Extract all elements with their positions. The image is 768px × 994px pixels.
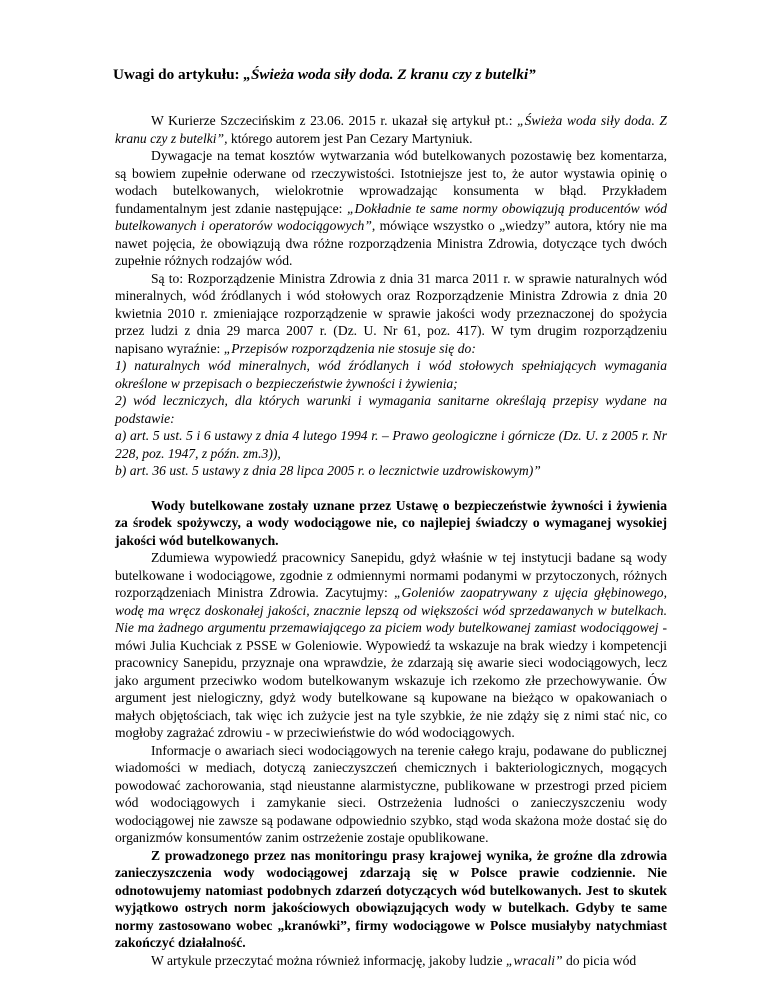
quote-item-1: 1) naturalnych wód mineralnych, wód źródlanych i wód stołowych spełniających wymagania określone w przepisach o bezpieczeństwie żywności i żywienia; (115, 358, 667, 391)
paragraph-1 (115, 112, 667, 147)
paragraph-5 (115, 549, 667, 742)
paragraph-8-quote: „wracali” (505, 952, 563, 968)
document-body (115, 112, 667, 969)
paragraph-8-text-end: do picia wód (562, 952, 637, 968)
paragraph-2 (115, 147, 667, 270)
paragraph-5-text-end: mówi Julia Kuchciak z PSSE w Goleniowie. Wypowiedź ta wskazuje na brak wiedzy i kompetencji pracownicy Sanepidu, przyznaje ona wprawdzie, że zdarzają się awarie sieci wodociągowych, lecz jako argument przeciwko wodom butelkowanym wskazuje ich rzekomo złe przechowywanie. Ów argument jest nielogiczny, gdyż wody butelkowane są kupowane na bieżąco w opakowaniach o małych objętościach, tak więc ich zużycie jest na tyle szybkie, że nie zdąży się z nimi stać nic, co mogłoby zagrażać zdrowiu - w przeciwieństwie do wód wodociągowych. (115, 637, 667, 740)
paragraph-1-text-end: którego autorem jest Pan Cezary Martyniuk. (227, 130, 473, 146)
paragraph-1-text: W Kurierze Szczecińskim z 23.06. 2015 r. ukazał się artykuł pt.: (151, 113, 518, 128)
document-page (115, 66, 667, 969)
paragraph-2-text-end: , mówiące wszystko o „wiedzy” autora, który nie ma nawet pojęcia, że obowiązują dwa różne rozporządzenia Ministra Zdrowia, dotyczące tych dwóch zupełnie różnych rodzajów wód. (115, 218, 668, 268)
paragraph-5-text: Zdumiewa wypowiedź pracownicy Sanepidu, gdyż właśnie w tej instytucji badane są wody butelkowane i wodociągowe, zgodnie z odmiennymi normami podanymi w przytoczonych, różnych rozporządzeniach Ministra Zdrowia. Zacytujmy: (115, 550, 667, 600)
document-title (113, 66, 667, 84)
title-prefix: Uwagi do artykułu: (113, 66, 244, 83)
paragraph-6: Informacje o awariach sieci wodociągowych na terenie całego kraju, podawane do publicznej wiadomości w mediach, dotyczą zanieczyszczeń chemicznych i bakteriologicznych, mogących powodować zachorowania, stąd nieustanne alarmistyczne, publikowane w przestrogi przed piciem wód wodociągowych i zamykanie sieci. Ostrzeżenia ludności o zanieczyszczeniu wody wodociągowej nie zawsze są podawane odpowiednio szybko, stąd woda skażona może dostać się do organizmów konsumentów zanim ostrzeżenie zostaje opublikowane. (115, 742, 667, 845)
quote-item-2: 2) wód leczniczych, dla których warunki i wymagania sanitarne określają przepisy wydane na podstawie: (115, 393, 667, 426)
paragraph-1-quote: „Świeża woda siły doda. Z kranu czy z butelki”, (115, 113, 667, 146)
paragraph-7: Z prowadzonego przez nas monitoringu prasy krajowej wynika, że groźne dla zdrowia zanieczyszczenia wody wodociągowej zdarzają się w Polsce prawie codziennie. Nie odnotowujemy natomiast podobnych zdarzeń dotyczących wód butelkowanych. Jest to skutek wyjątkowo ostrych norm jakościowych obowiązujących wody w butelkach. Gdyby te same normy zastosowano wobec „kranówki”, firmy wodociągowe w Polsce musiałyby natychmiast zakończyć działalność. (115, 847, 667, 950)
paragraph-3-quote: „Przepisów rozporządzenia nie stosuje się do: (223, 340, 476, 356)
title-quote: „Świeża woda siły doda. Z kranu czy z butelki” (243, 66, 536, 83)
quote-item-3: a) art. 5 ust. 5 i 6 ustawy z dnia 4 lutego 1994 r. – Prawo geologiczne i górnicze (Dz. U. z 2005 r. Nr 228, poz. 1947, z późn. zm.3)), (115, 428, 667, 461)
paragraph-5-quote: „Goleniów zaopatrywany z ujęcia głębinowego, wodę ma wręcz doskonałej jakości, znacznie lepszą od większości wód sprzedawanych w butelkach. Nie ma żadnego argumentu przemawiającego za piciem wody butelkowanej zamiast wodociągowej - (115, 585, 667, 635)
paragraph-2-text: Dywagacje na temat kosztów wytwarzania wód butelkowanych pozostawię bez komentarza, są bowiem zupełnie oderwane od rzeczywistości. Istotniejsze jest to, że autor wystawia opinię o wodach butelkowanych, wielokrotnie wprowadzając konsumenta w błąd. Przykładem fundamentalnym jest zdanie następujące: (115, 148, 667, 216)
paragraph-8 (115, 952, 667, 970)
paragraph-4: Wody butelkowane zostały uznane przez Ustawę o bezpieczeństwie żywności i żywienia za środek spożywczy, a wody wodociągowe nie, co najlepiej świadczy o wymaganej wysokiej jakości wód butelkowanych. (115, 497, 667, 548)
paragraph-8-text: W artykule przeczytać można również informację, jakoby ludzie (151, 952, 506, 968)
quote-item-4: b) art. 36 ust. 5 ustawy z dnia 28 lipca 2005 r. o lecznictwie uzdrowiskowym)” (115, 463, 541, 478)
paragraph-3 (115, 270, 667, 358)
paragraph-3-text: Są to: Rozporządzenie Ministra Zdrowia z dnia 31 marca 2011 r. w sprawie naturalnych wód mineralnych, wód źródlanych i wód stołowych oraz Rozporządzenie Ministra Zdrowia z dnia 20 kwietnia 2010 r. zmieniające rozporządzenie w sprawie jakości wody przeznaczonej do spożycia przez ludzi z dnia 29 marca 2007 r. (Dz. U. Nr 61, poz. 417). W tym drugim rozporządzeniu napisano wyraźnie: (115, 270, 667, 356)
paragraph-2-quote: „Dokładnie te same normy obowiązują producentów wód butelkowanych i operatorów wodociągowych” (115, 200, 667, 233)
